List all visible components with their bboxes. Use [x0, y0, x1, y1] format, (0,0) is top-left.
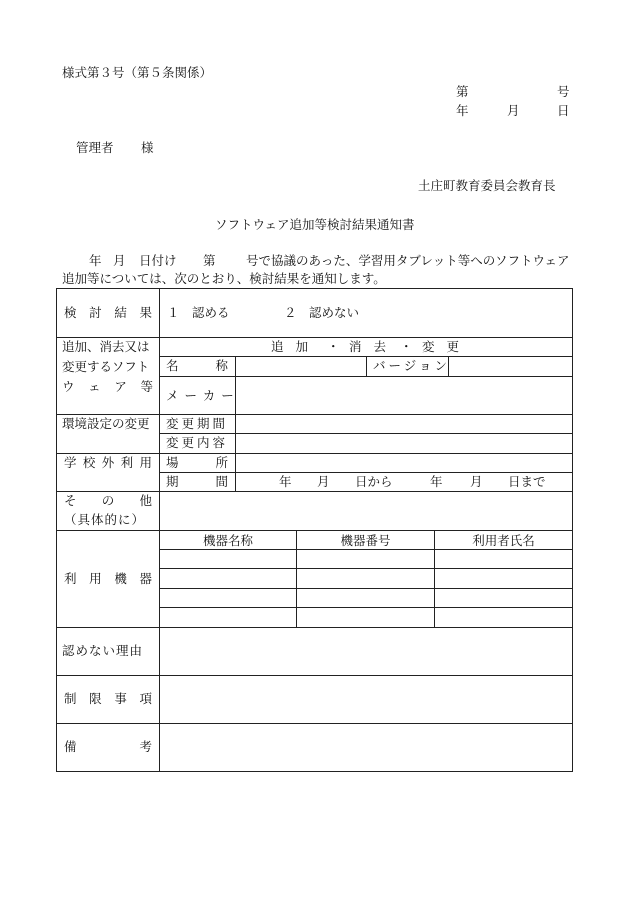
period-from-year: 年: [279, 474, 292, 489]
period-from-day: 日から: [355, 474, 393, 489]
action-change: 変更: [422, 339, 472, 354]
period-from-month: 月: [317, 474, 330, 489]
period-to-year: 年: [430, 474, 443, 489]
maker-label: メーカー: [166, 388, 240, 403]
restrictions-label: 制 限 事 項: [64, 691, 152, 706]
addressee-honorific: 様: [141, 140, 154, 155]
device-col-number: 機器番号: [340, 533, 391, 548]
action-sep2: ・: [400, 339, 413, 354]
period-to-month: 月: [470, 474, 483, 489]
offsite-label: 学 校 外 利 用: [64, 455, 152, 470]
reject-reason-label: 認めない理由: [62, 643, 144, 658]
change-period-label: 変更期間: [166, 416, 229, 431]
place-label: 場 所: [166, 455, 228, 470]
period-label: 期 間: [166, 474, 228, 489]
name-label: 名 称: [166, 358, 228, 373]
software-label-line3: ウ ェ ア 等: [62, 379, 153, 394]
document-number-prefix: 第: [456, 84, 469, 99]
devices-label: 利 用 機 器: [64, 571, 152, 586]
body-date-suffix: 日付け: [139, 253, 177, 268]
body-line2: 追加等については、次のとおり、検討結果を通知します。: [62, 271, 386, 286]
result-label: 検 討 結 果: [64, 305, 152, 320]
date-year: 年: [456, 103, 469, 118]
date-day: 日: [557, 103, 570, 118]
other-label-line2: （具体的に）: [64, 512, 146, 527]
body-month: 月: [113, 253, 126, 268]
remarks-label: 備 考: [64, 739, 152, 754]
action-add: 追加: [271, 339, 321, 354]
action-delete: 消去: [349, 339, 399, 354]
software-label-line2: 変更するソフト: [62, 359, 150, 374]
device-col-name: 機器名称: [202, 533, 253, 548]
addressee-title: 管理者: [76, 140, 114, 155]
body-no-prefix: 第: [203, 253, 216, 268]
result-option-approve: １ 認める: [167, 305, 230, 320]
body-line1-rest: 号で協議のあった、学習用タブレット等へのソフトウェア: [246, 253, 570, 268]
version-label: バージョン: [373, 358, 451, 373]
sender: 土庄町教育委員会教育長: [418, 178, 556, 193]
change-content-label: 変更内容: [166, 435, 229, 450]
device-col-user: 利用者氏名: [472, 533, 535, 548]
action-sep1: ・: [327, 339, 340, 354]
document-number-suffix: 号: [557, 84, 570, 99]
other-label-line1: そ の 他: [64, 493, 152, 508]
software-label-line1: 追加、消去又は: [62, 339, 150, 354]
document-title: ソフトウェア追加等検討結果通知書: [215, 217, 415, 232]
result-option-reject: ２ 認めない: [284, 305, 360, 320]
body-year: 年: [89, 253, 102, 268]
form-number: 様式第３号（第５条関係）: [62, 65, 213, 80]
period-to-day: 日まで: [508, 474, 546, 489]
env-label: 環境設定の変更: [62, 416, 150, 431]
date-month: 月: [507, 103, 520, 118]
